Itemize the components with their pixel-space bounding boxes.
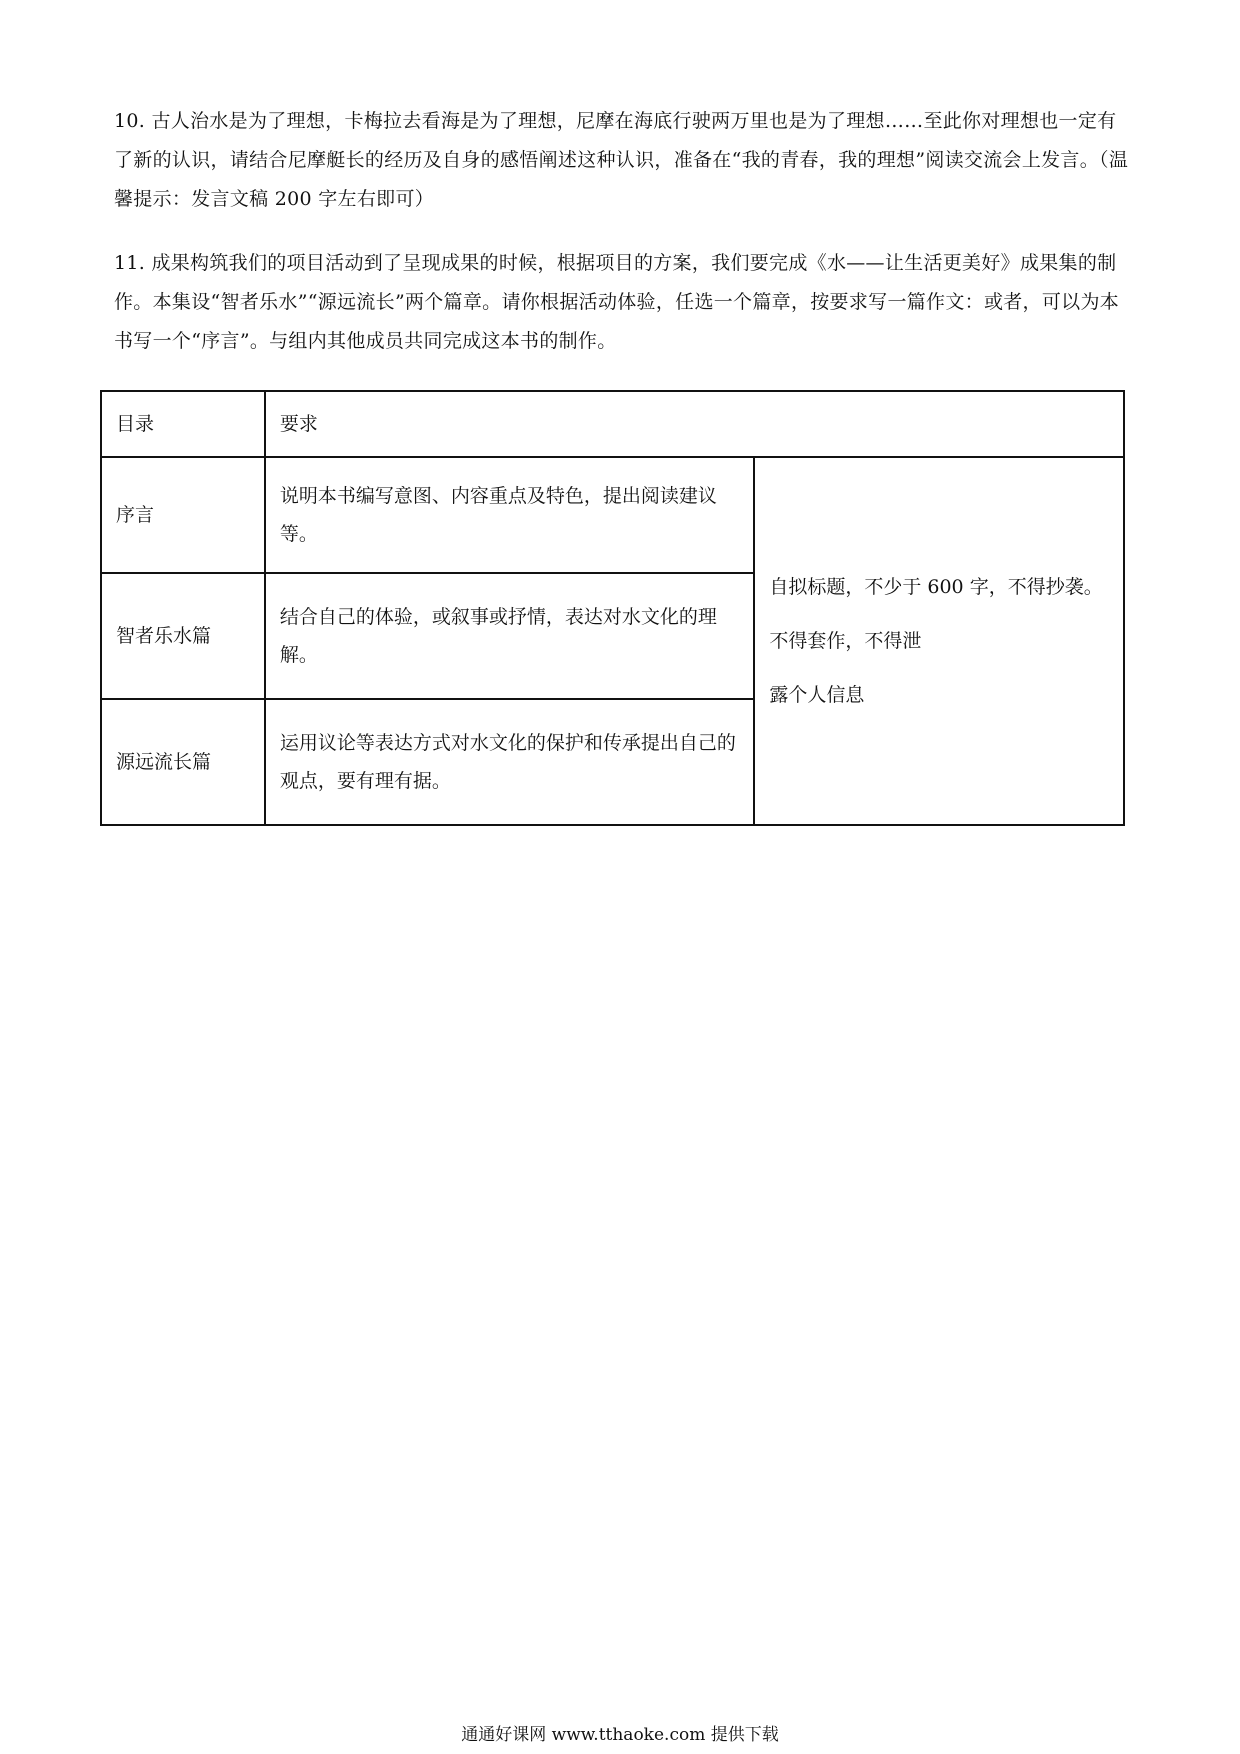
row-desc-wise-water: 结合自己的体验，或叙事或抒情，表达对水文化的理解。 xyxy=(265,573,754,699)
page-footer: 通通好课网 www.tthaoke.com 提供下载 xyxy=(461,1725,779,1745)
row-name-long-history: 源远流长篇 xyxy=(101,699,265,825)
row-name-wise-water: 智者乐水篇 xyxy=(101,573,265,699)
requirements-table xyxy=(100,390,1125,826)
row-name-preface: 序言 xyxy=(101,457,265,573)
common-requirement-line: 不得套作，不得泄 xyxy=(769,630,922,652)
common-requirement-cell xyxy=(754,457,1124,825)
table-header-row xyxy=(101,391,1124,457)
row-desc-long-history: 运用议论等表达方式对水文化的保护和传承提出自己的观点，要有理有据。 xyxy=(265,699,754,825)
common-requirement-line: 自拟标题，不少于 600 字，不得抄袭。 xyxy=(769,576,1103,598)
header-catalog: 目录 xyxy=(101,391,265,457)
question-10: 10. 古人治水是为了理想，卡梅拉去看海是为了理想，尼摩在海底行驶两万里也是为了理想……至此你对理想也一定有了新的认识，请结合尼摩艇长的经历及自身的感悟阐述这种认识，准备在“我的青春，我的理想”阅读交流会上发言。（温馨提示：发言文稿 200 字左右即可） xyxy=(114,110,1129,210)
header-requirement: 要求 xyxy=(265,391,1124,457)
table-row xyxy=(101,457,1124,573)
row-desc-preface: 说明本书编写意图、内容重点及特色，提出阅读建议等。 xyxy=(265,457,754,573)
question-11: 11. 成果构筑我们的项目活动到了呈现成果的时候，根据项目的方案，我们要完成《水——让生活更美好》成果集的制作。本集设“智者乐水”“源远流长”两个篇章。请你根据活动体验，任选一个篇章，按要求写一篇作文：或者，可以为本书写一个“序言”。与组内其他成员共同完成这本书的制作。 xyxy=(114,252,1120,352)
common-requirement-line: 露个人信息 xyxy=(769,684,865,706)
